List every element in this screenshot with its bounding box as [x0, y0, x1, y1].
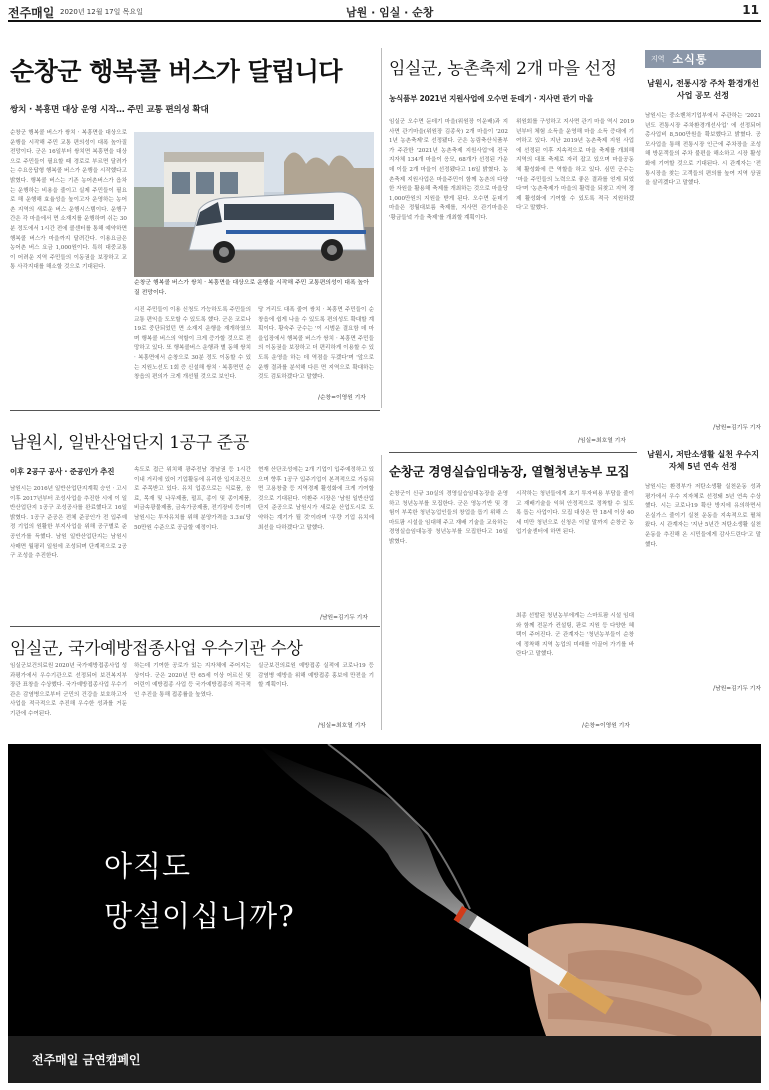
vaccine-col-1: 임실군보건의료원 2020년 국가예방접종사업 성과평가에서 우수기관으로 선정되어 보건복지부 장관 표창을 수상했다. 국가예방접종사업 우수기관은 감염병으로부터 군민의 건강을 보호하고자 사업을 적극적으로 추진해 우수한 성과를 거둔 기관에 수여된다. — [10, 663, 127, 717]
festival-byline: /임실=최호열 기자 — [578, 438, 626, 444]
headline-festival: 임실군, 농촌축제 2개 마을 선정 — [389, 59, 617, 79]
youth-col-1: 순창군이 신규 30실의 경영실습임대농장을 운영하고 청년농부를 모집한다. 군은 영농기반 및 경험이 부족한 청년농업인들의 창업을 돕기 위해 스마트팜 시설을 임대해 주고 재배 기술을 교육하는 경영실습임대농장 청년농부를 모집한다고 16일 밝혔다. — [389, 491, 508, 545]
vaccine-col-2: 하는데 기여한 공로가 있는 지자체에 주어지는 상이다. 군은 2020년 만 65세 이상 어르신 및 어린이 예방접종 사업 등 국가예방접종의 적극적인 추진을 통해 접종률을 높였다. — [134, 663, 251, 698]
sidebar-item-1-title: 남원시, 전통시장 주차 환경개선사업 공모 선정 — [647, 79, 759, 100]
bus-col-3: 당 거리도 대폭 줄여 쌍치 · 복흥면 주민들이 순창읍에 쉽게 나올 수 있도록 편의성도 확대할 계획이다. 황숙주 군수는 '이 시범운 결요함 데 마을입장에서 행복콜 버스가 쌍치 · 복흥면 주민들의 이동권을 보장하고 더 편리하게 이용할 수 있도록 운영을 하는 데 역점을 두겠다'며 '앞으로 운행 결과를 분석해 다른 면 지역으로 확대하는 것도 검토하겠다'고 말했다. — [258, 307, 374, 381]
no-smoking-ad — [8, 744, 761, 1083]
ad-headline-line2: 망설이십니까? — [104, 899, 295, 933]
bus-photo — [134, 132, 374, 277]
header-bar — [8, 3, 761, 19]
divider-v1 — [381, 48, 382, 408]
festival-col-2: 위원회를 구성하고 지사면 관기 마을 역시 2019년부터 체험 소득을 운영해 마을 소득 증대에 기여하고 있다. 지난 2019년 농촌축제 지원 사업에 선정된 이후 지속적으로 마을 축제를 개최해 지역의 대표 축제로 자리 잡고 있으며 마을공동체 활성화에 큰 역할을 하고 있다. 심민 군수는 '마을 주민들의 노력으로 좋은 결과를 얻게 되었다'며 '농촌축제가 마을의 활력을 되찾고 지역 경제 활성화에 기여할 수 있도록 적극 지원하겠다'고 말했다. — [516, 119, 634, 212]
namwon-byline: /남원=김기두 기자 — [320, 615, 368, 621]
header-rule — [8, 20, 761, 22]
sidebar-label: 지역 — [651, 55, 665, 63]
sidebar-item-2-body: 남원시는 환경부가 저탄소생활 실천운동 성과 평가에서 우수 지자체로 선정돼 5년 연속 수상했다. 시는 코로나19 확산 방지에 유의하면서 온실가스 줄이기 실천 운동을 지속적으로 펼쳐왔다. 시 관계자는 '지난 5년간 저탄소생활 실천운동을 추진해 온 시민들에게 감사드린다'고 말했다. — [645, 484, 761, 548]
sidebar-item-2-title: 남원시, 저탄소생활 실천 우수지자체 5년 연속 선정 — [647, 450, 759, 471]
sidebar-item-2-byline: /남원=김기두 기자 — [713, 686, 761, 692]
sidebar-title: 소식통 — [672, 53, 708, 66]
divider-h3 — [389, 452, 637, 453]
divider-h2 — [10, 626, 380, 627]
ad-footer-bar — [8, 1036, 761, 1083]
vaccine-byline: /임실=최호열 기자 — [318, 723, 366, 729]
ad-footer-text: 전주매일 금연캠페인 — [32, 1053, 141, 1067]
local-news-sidebar — [645, 50, 761, 690]
festival-col-1: 임실군 오수면 둔데기 마을(위원장 이운배)과 지사면 관기마을(위원장 김종욱) 2개 마을이 '2021년 농촌축제'로 선정됐다. 군은 농림축산식품부가 주관한 '2021년 농촌축제 지원사업'에 전국 지자체 134개 마을이 응모, 68개가 선정된 가운데 이들 2개 마을이 선정됐다고 16일 밝혔다. 농촌축제 지원사업은 마을주민이 함께 농촌의 다양한 자원을 활용해 축제를 개최하는 것으로 마을당 1,000만원의 지원을 받게 된다. 오수면 둔데기 마을은 정월대보름 축제를, 지사면 관기마을은 '황금들녘 가을 축제'를 개최할 계획이다. — [389, 119, 508, 221]
sidebar-item-1-byline: /남원=김기두 기자 — [713, 425, 761, 431]
namwon-col-3: 현재 산단조성에는 2개 기업이 입주예정하고 있으며 향후 1공구 입주기업이 본격적으로 가동되면 고용창출 등 지역경제 활성화에 크게 기여할 것으로 기대된다. 이환주 시장은 '남원 일반산업단지 준공으로 남원시가 새로운 산업도시로 도약하는 계기가 될 것'이라며 '우량 기업 유치에 최선을 다하겠다'고 말했다. — [258, 467, 374, 531]
paper-name: 전주매일 — [8, 6, 55, 20]
ad-headline-line1: 아직도 — [104, 849, 192, 883]
vaccine-col-3: 실군보건의료원 예방접종 실적에 코로나19 등 감염병 예방을 위해 예방접종 홍보에 만전을 기할 계획이다. — [258, 663, 374, 689]
bus-photo-caption: 순창군 행복콜 버스가 쌍치 · 복흥면을 대상으로 운행을 시작해 주민 교통편의성이 대폭 높아질 전망이다. — [134, 280, 369, 296]
headline-youth-farmer: 순창군 경영실습임대농장, 열혈청년농부 모집 — [389, 464, 630, 479]
sidebar-item-1-body: 남원시는 중소벤처기업부에서 주관하는 '2021년도 전통시장 주차환경개선사업' 에 선정되어 총사업비 8,500만원을 확보했다고 밝혔다. 공모사업을 통해 전통시장 인근에 주차장을 조성해 방문객들의 주차 불편을 해소하고 시장 활성화에 기여할 것으로 기대된다. 시 관계자는 '전통시장을 찾는 고객들의 편의를 높여 지역 상권을 살리겠다'고 말했다. — [645, 113, 761, 187]
namwon-col-1: 남원시는 2016년 일반산업단지계획 승인 · 고시 이후 2017년부터 조성사업을 추진한 시에 이 일반산업단지 1공구 조성공사를 완료했다고 16일 밝혔다. 1공구 준공은 전체 준공인가 전 입주예정 기업의 원활한 부지사업을 위해 공구별로 준공인가를 득했다. 남원 일반산업단지는 남원시 사매면 월평리 일원에 조성되며 단계적으로 2공구 조성을 추진한다. — [10, 486, 127, 560]
namwon-col-2: 속도로 접근 위치해 광주전남 경남권 등 1시간 이내 거리에 있어 기업활동에 유리한 입지조건으로 주목받고 있다. 유치 업종으로는 식료품, 음료, 목재 및 나무제품, 펄프, 종이 및 종이제품, 비금속광물제품, 금속가공제품, 전기장비 등이며 남원시는 투자유치를 위해 분양가격을 3.3㎡당 50만원 수준으로 공급할 예정이다. — [134, 467, 251, 531]
subhead-namwon: 이후 2공구 공사 · 준공인가 추진 — [10, 467, 115, 476]
headline-bus: 순창군 행복콜 버스가 달립니다 — [10, 57, 343, 86]
issue-date: 2020년 12월 17일 목요일 — [60, 8, 143, 16]
sidebar-header — [645, 50, 761, 68]
bus-col-1: 순창군 행복콜 버스가 쌍치 · 복흥면을 대상으로 운행을 시작해 주민 교통 편의성이 대폭 높아질 전망이다. 군은 16일부터 쌍치면 복흥면을 대상으로 주민들이 필요할 때 경로로 부르면 달려가는 수요응답형 행복콜 버스가 운행을 시작했다고 밝혔다. 행복콜 버스는 기존 농어촌버스가 읍차는 운행하는 비용을 줄이고 실제 주민들이 필요로 해 운행해 효율성을 높이고자 운영하는 농어촌 지역의 새로운 버스 운행시스템이다. 운행구간은 각 마을에서 면 소재지를 운행하며 쉬는 30분 정도에서 1시간 전에 콜센터를 통해 예약하면 행복콜 버스가 마을까지 달려간다. 이용요금은 농어촌 버스 요금 1,000원이다. 특히 대중교통이 어려운 지역 주민들의 이동권을 보장하고 교통 사각지대를 해소할 것으로 기대된다. — [10, 130, 127, 271]
bus-col-2: 시진 주민들이 이용 신청도 가능하도록 주민들의 교통 편익을 도모할 수 있도록 했다. 군은 코로나19로 중단되었던 면 소재지 운행을 재개하였으며 행복콜 버스의 역할이 크게 증가할 것으로 전망하고 있다. 또 행복콜버스 운행과 별 동해 쌍치 · 복흥면에서 순창으로 30분 정도 이동할 수 있는 지원노선도 1회 증 신설해 쌍치 · 복흥면민 순창읍의 편의가 크게 개선될 것으로 보인다. — [134, 307, 251, 381]
divider-h1 — [10, 410, 380, 411]
subhead-festival: 농식품부 2021년 지원사업에 오수면 둔데기 · 지사면 관기 마을 — [389, 94, 594, 103]
youth-col-2: 시작하는 청년들에게 초기 투자비용 부담을 줄이고 재배기술을 익혀 안정적으로 정착할 수 있도록 돕는 사업이다. 모집 대상은 만 18세 이상 40세 미만 청년으로 신청은 이달 말까지 순창군 농업기술센터에 하면 된다. — [516, 491, 634, 536]
youth-col-3: 최종 선발된 청년농부에게는 스마트팜 시설 임대와 함께 전문가 컨설팅, 판로 지원 등 다양한 혜택이 주어진다. 군 관계자는 '청년농부들이 순창에 정착해 지역 농업의 미래를 이끌어 가기를 바란다'고 말했다. — [516, 613, 634, 658]
bus-byline: /순창=이영원 기자 — [318, 395, 366, 401]
youth-byline: /순창=이영원 기자 — [582, 723, 630, 729]
section-name: 남원 · 임실 · 순창 — [346, 6, 434, 19]
headline-namwon: 남원시, 일반산업단지 1공구 준공 — [10, 433, 249, 453]
page-number: 11 — [742, 3, 759, 17]
divider-v2 — [381, 455, 382, 730]
headline-imsil-vaccine: 임실군, 국가예방접종사업 우수기관 수상 — [10, 639, 303, 659]
subhead-bus: 쌍치 · 복흥면 대상 운영 시작… 주민 교통 편의성 확대 — [10, 105, 209, 115]
